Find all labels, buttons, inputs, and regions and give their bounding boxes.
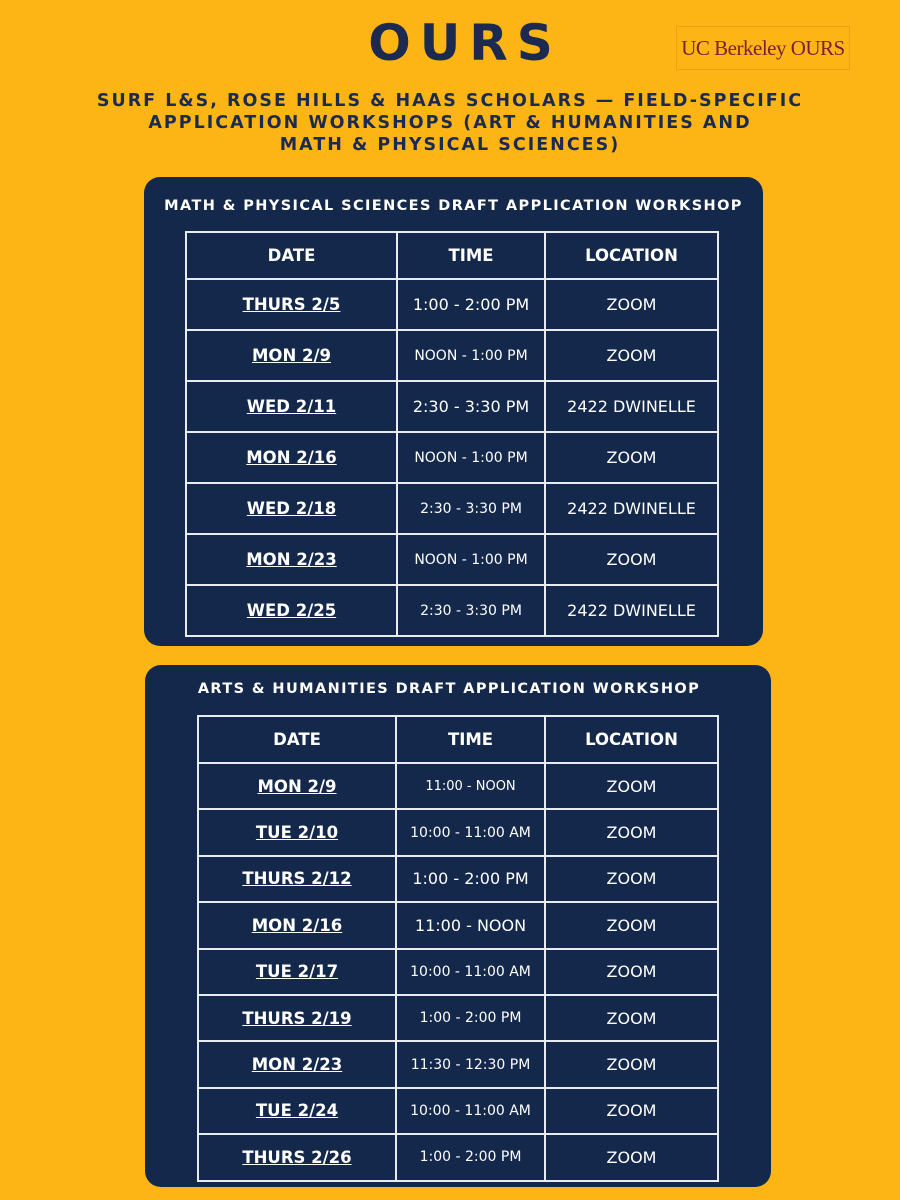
time-cell: 2:30 - 3:30 PM bbox=[397, 381, 545, 432]
time-cell: 2:30 - 3:30 PM bbox=[397, 483, 545, 534]
location-cell: ZOOM bbox=[545, 1041, 718, 1087]
table-row bbox=[186, 381, 718, 432]
time-cell: 2:30 - 3:30 PM bbox=[397, 585, 545, 636]
column-header-location: LOCATION bbox=[545, 232, 718, 279]
time-cell: 10:00 - 11:00 AM bbox=[396, 809, 545, 855]
location-cell: ZOOM bbox=[545, 995, 718, 1041]
column-header-location: LOCATION bbox=[545, 716, 718, 763]
table-row bbox=[198, 809, 718, 855]
location-cell: ZOOM bbox=[545, 902, 718, 948]
location-cell: ZOOM bbox=[545, 949, 718, 995]
location-cell: ZOOM bbox=[545, 432, 718, 483]
location-cell: 2422 DWINELLE bbox=[545, 483, 718, 534]
date-link[interactable]: MON 2/23 bbox=[186, 534, 397, 585]
table-row bbox=[186, 279, 718, 330]
table-row bbox=[198, 856, 718, 902]
date-link[interactable]: TUE 2/17 bbox=[198, 949, 396, 995]
table-row bbox=[198, 763, 718, 809]
column-header-date: DATE bbox=[186, 232, 397, 279]
date-link[interactable]: MON 2/9 bbox=[186, 330, 397, 381]
time-cell: 1:00 - 2:00 PM bbox=[396, 995, 545, 1041]
subtitle-line: SURF L&S, ROSE HILLS & HAAS SCHOLARS — FIELD-SPECIFIC bbox=[96, 91, 804, 111]
time-cell: 11:30 - 12:30 PM bbox=[396, 1041, 545, 1087]
date-link[interactable]: WED 2/11 bbox=[186, 381, 397, 432]
time-cell: 11:00 - NOON bbox=[396, 763, 545, 809]
time-cell: 10:00 - 11:00 AM bbox=[396, 1088, 545, 1134]
location-cell: 2422 DWINELLE bbox=[545, 381, 718, 432]
time-cell: NOON - 1:00 PM bbox=[397, 432, 545, 483]
date-link[interactable]: WED 2/18 bbox=[186, 483, 397, 534]
subtitle-line: MATH & PHYSICAL SCIENCES) bbox=[279, 135, 621, 155]
date-link[interactable]: WED 2/25 bbox=[186, 585, 397, 636]
table-row bbox=[186, 432, 718, 483]
location-cell: 2422 DWINELLE bbox=[545, 585, 718, 636]
location-cell: ZOOM bbox=[545, 534, 718, 585]
date-link[interactable]: MON 2/9 bbox=[198, 763, 396, 809]
math-workshop-title: MATH & PHYSICAL SCIENCES DRAFT APPLICATION WORKSHOP bbox=[164, 198, 743, 214]
date-link[interactable]: MON 2/16 bbox=[198, 902, 396, 948]
date-link[interactable]: MON 2/23 bbox=[198, 1041, 396, 1087]
time-cell: 11:00 - NOON bbox=[396, 902, 545, 948]
table-row bbox=[198, 949, 718, 995]
table-row bbox=[198, 1041, 718, 1087]
date-link[interactable]: MON 2/16 bbox=[186, 432, 397, 483]
time-cell: 1:00 - 2:00 PM bbox=[396, 1134, 545, 1180]
table-row bbox=[198, 995, 718, 1041]
page-subtitle bbox=[40, 90, 860, 156]
math-schedule-table bbox=[185, 231, 719, 637]
table-row bbox=[198, 902, 718, 948]
location-cell: ZOOM bbox=[545, 856, 718, 902]
column-header-date: DATE bbox=[198, 716, 396, 763]
location-cell: ZOOM bbox=[545, 809, 718, 855]
arts-schedule-table bbox=[197, 715, 719, 1182]
date-link[interactable]: TUE 2/24 bbox=[198, 1088, 396, 1134]
location-cell: ZOOM bbox=[545, 1134, 718, 1180]
column-header-time: TIME bbox=[397, 232, 545, 279]
location-cell: ZOOM bbox=[545, 1088, 718, 1134]
uc-berkeley-ours-logo: UC Berkeley OURS bbox=[676, 26, 850, 70]
page-title: OURS bbox=[368, 14, 562, 72]
table-row bbox=[186, 330, 718, 381]
location-cell: ZOOM bbox=[545, 763, 718, 809]
arts-workshop-title: ARTS & HUMANITIES DRAFT APPLICATION WORKSHOP bbox=[197, 681, 701, 697]
math-workshop-panel bbox=[144, 177, 763, 646]
table-row bbox=[186, 483, 718, 534]
table-header-row bbox=[186, 232, 718, 279]
table-header-row bbox=[198, 716, 718, 763]
time-cell: 1:00 - 2:00 PM bbox=[396, 856, 545, 902]
time-cell: NOON - 1:00 PM bbox=[397, 330, 545, 381]
date-link[interactable]: THURS 2/5 bbox=[186, 279, 397, 330]
table-row bbox=[186, 585, 718, 636]
table-row bbox=[198, 1088, 718, 1134]
time-cell: 1:00 - 2:00 PM bbox=[397, 279, 545, 330]
date-link[interactable]: TUE 2/10 bbox=[198, 809, 396, 855]
arts-workshop-panel bbox=[145, 665, 771, 1187]
column-header-time: TIME bbox=[396, 716, 545, 763]
date-link[interactable]: THURS 2/26 bbox=[198, 1134, 396, 1180]
location-cell: ZOOM bbox=[545, 330, 718, 381]
time-cell: 10:00 - 11:00 AM bbox=[396, 949, 545, 995]
table-row bbox=[198, 1134, 718, 1180]
date-link[interactable]: THURS 2/12 bbox=[198, 856, 396, 902]
location-cell: ZOOM bbox=[545, 279, 718, 330]
table-row bbox=[186, 534, 718, 585]
time-cell: NOON - 1:00 PM bbox=[397, 534, 545, 585]
date-link[interactable]: THURS 2/19 bbox=[198, 995, 396, 1041]
subtitle-line: APPLICATION WORKSHOPS (ART & HUMANITIES AND bbox=[148, 113, 752, 133]
